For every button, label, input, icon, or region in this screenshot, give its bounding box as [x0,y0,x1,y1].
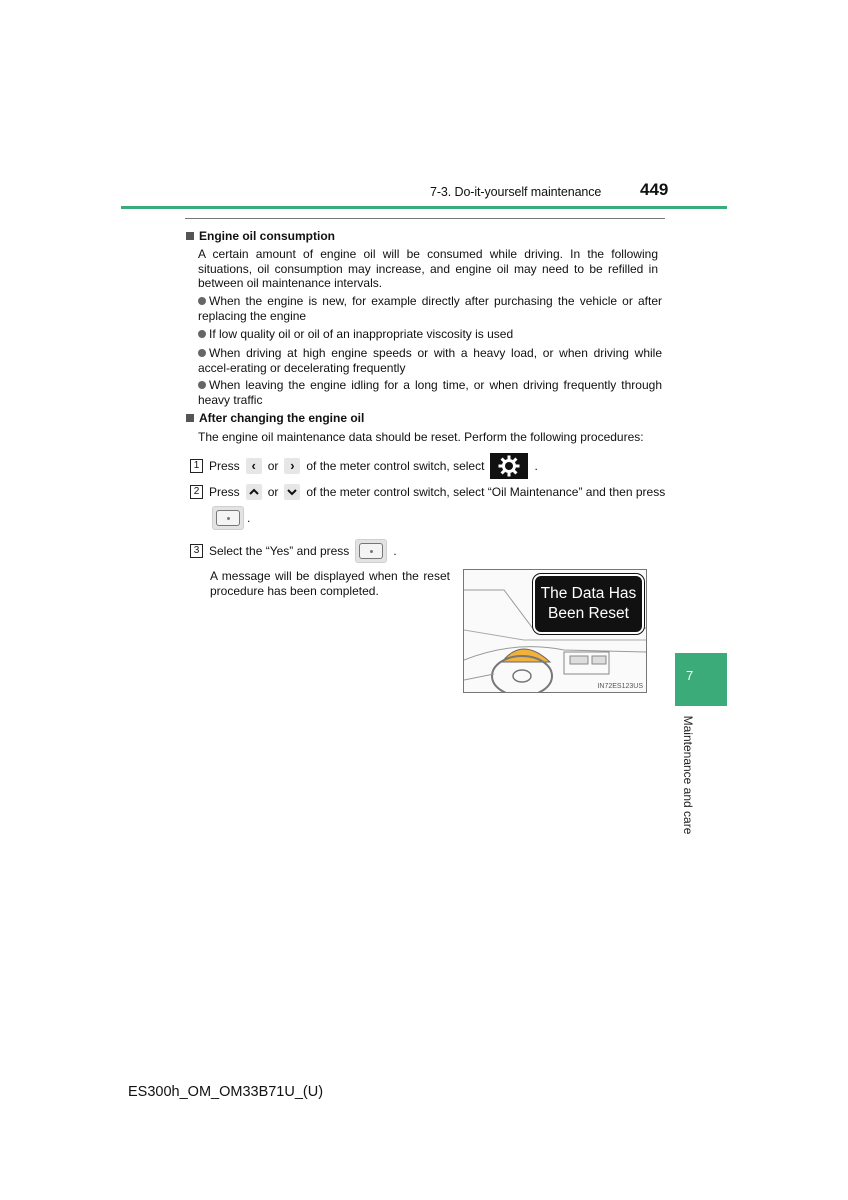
list-item: When leaving the engine idling for a long time, or when driving frequently through heavy traffic [198,378,662,407]
enter-button-icon [212,506,244,530]
chapter-number: 7 [686,668,694,683]
step-2-continuation: . [212,506,250,530]
after-change-intro: The engine oil maintenance data should be reset. Perform the following procedures: [198,430,644,444]
heading-after-change: After changing the engine oil [186,411,364,426]
list-item: If low quality oil or oil of an inappropriate viscosity is used [198,327,662,342]
dashboard-illustration [463,569,647,693]
oil-consumption-intro: A certain amount of engine oil will be consumed while driving. In the following situations, oil consumption may increase, and engine oil may need to be refilled in between oil maintenance intervals. [198,247,658,290]
message-balloon: The Data Has Been Reset [533,574,644,634]
right-arrow-icon: › [284,458,300,474]
step-1: 1 Press ‹ or › of the meter control switch, select . [190,453,538,479]
chapter-tab [675,653,727,706]
square-bullet-icon [186,232,194,240]
section-title: 7-3. Do-it-yourself maintenance [430,185,602,199]
step-number: 1 [190,459,203,473]
square-bullet-icon [186,414,194,422]
bullet-icon [198,297,206,305]
illustration-code: IN72ES123US [597,683,643,690]
header-rule [121,206,727,209]
down-arrow-icon [284,484,300,500]
chapter-label: Maintenance and care [681,715,695,835]
page-number: 449 [640,180,669,199]
enter-button-icon [355,539,387,563]
step-number: 3 [190,544,203,558]
bullet-icon [198,330,206,338]
gear-icon [490,453,528,479]
step-number: 2 [190,485,203,499]
up-arrow-icon [246,484,262,500]
list-item: When driving at high engine speeds or with a heavy load, or when driving while accel-erating or decelerating frequently [198,346,662,375]
list-item: When the engine is new, for example directly after purchasing the vehicle or after replacing the engine [198,294,662,323]
left-arrow-icon: ‹ [246,458,262,474]
bullet-icon [198,381,206,389]
step-2: 2 Press or of the meter control switch, select “Oil Maintenance” and then press [190,484,665,500]
content-rule [185,218,665,219]
heading-oil-consumption: Engine oil consumption [186,229,335,244]
step-3: 3 Select the “Yes” and press . [190,539,397,563]
bullet-icon [198,349,206,357]
footer-code: ES300h_OM_OM33B71U_(U) [128,1084,324,1100]
reset-message: A message will be displayed when the reset procedure has been completed. [210,569,450,598]
